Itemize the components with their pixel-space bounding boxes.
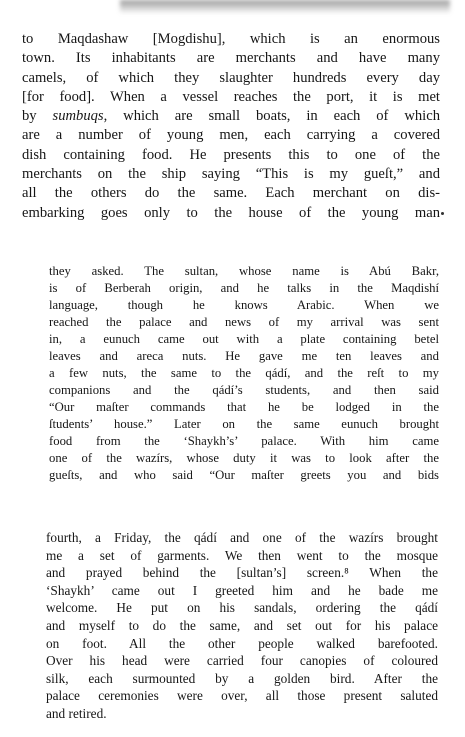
text-line: language, though he knows Arabic. When we bbox=[49, 298, 439, 312]
text-line: one of the wazírs, whose duty it was to look after the bbox=[49, 451, 439, 465]
text-line: ‘Shaykh’ came out I greeted him and he bade me bbox=[46, 582, 438, 598]
text-line: is of Berberah origin, and he talks in the Maqdishí bbox=[49, 281, 439, 295]
text-line: on foot. All the other people walked barefooted. bbox=[46, 635, 438, 651]
text-line: companions and the qádí’s students, and then said bbox=[49, 383, 439, 397]
text-line: ſtudents’ house.” Later on the same eunuch brought bbox=[49, 417, 439, 431]
text-line: they asked. The sultan, whose name is Abú Bakr, bbox=[49, 264, 439, 278]
text-line: “Our maſter commands that he be lodged in the bbox=[49, 400, 439, 414]
italic-word: sumbuqs bbox=[52, 108, 104, 125]
text-line: a few nuts, the same to the qádí, and the reſt to my bbox=[49, 366, 439, 380]
text-line: in, a eunuch came out with a plate containing betel bbox=[49, 332, 439, 346]
text-line: gueſts, and who said “Our maſter greets you and bids bbox=[49, 468, 439, 482]
text-line: welcome. He put on his sandals, ordering the qádí bbox=[46, 600, 438, 616]
text-line: merchants on the ship saying “This is my gueſt,” and bbox=[22, 166, 440, 183]
text-line: by sumbuqs, which are small boats, in each of which bbox=[22, 108, 440, 125]
text-line: are a number of young men, each carrying a covered bbox=[22, 127, 440, 144]
text-line: fourth, a Friday, the qádí and one of the wazírs brought bbox=[46, 530, 438, 545]
text-line: leaves and areca nuts. He gave me ten leaves and bbox=[49, 349, 439, 363]
text-line: and prayed behind the [sultan’s] screen.⁸ When the bbox=[46, 565, 438, 581]
scan-smudge bbox=[120, 0, 450, 14]
text-line: dish containing food. He presents this to one of the bbox=[22, 146, 440, 163]
text-line: me a set of garments. We then went to the mosque bbox=[46, 547, 438, 563]
text-line: silk, each surmounted by a golden bird. After the bbox=[46, 670, 438, 686]
stray-mark bbox=[441, 212, 444, 215]
text-line: town. Its inhabitants are merchants and have many bbox=[22, 50, 440, 67]
text-line: camels, of which they slaughter hundreds every day bbox=[22, 69, 440, 86]
text-line: palace ceremonies were over, all those present saluted bbox=[46, 688, 438, 704]
text-line: to Maqdashaw [Mogdishu], which is an enormous bbox=[22, 31, 440, 47]
text-line: and retired. bbox=[46, 705, 107, 721]
text-fragment-3 bbox=[46, 529, 438, 723]
text-line: and myself to do the same, and set out for his palace bbox=[46, 617, 438, 633]
text-line: Over his head were carried four canopies of coloured bbox=[46, 653, 438, 669]
text-line: reached the palace and news of my arrival was sent bbox=[49, 315, 439, 329]
text-line: embarking goes only to the house of the young man bbox=[22, 204, 440, 221]
text-line: all the others do the same. Each merchant on dis- bbox=[22, 185, 440, 202]
text-line: food from the ‘Shaykh’s’ palace. With him came bbox=[49, 434, 439, 448]
text-fragment-1 bbox=[22, 30, 440, 223]
text-line: [for food]. When a vessel reaches the port, it is met bbox=[22, 88, 440, 105]
text-fragment-2 bbox=[49, 263, 439, 484]
